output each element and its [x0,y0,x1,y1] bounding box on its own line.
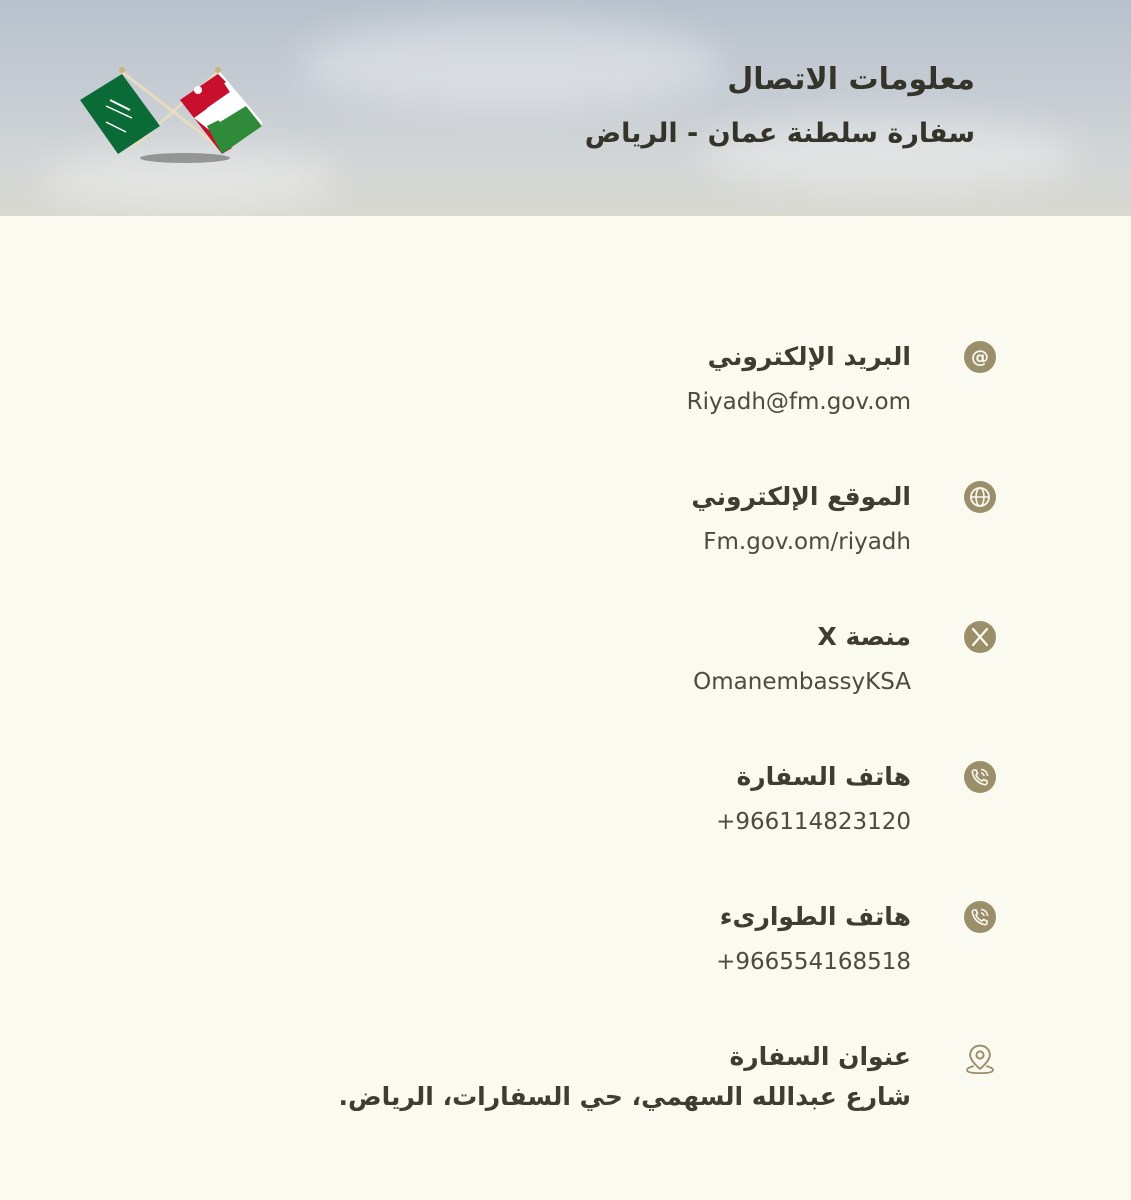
email-label: البريد الإلكتروني [707,342,911,371]
address-value: شارع عبدالله السهمي، حي السفارات، الرياض. [338,1082,911,1111]
phone-icon [963,760,997,794]
x-logo-icon [963,620,997,654]
phone-icon [963,900,997,934]
website-value[interactable]: Fm.gov.om/riyadh [703,529,911,555]
contact-address [338,1040,911,1114]
address-label: عنوان السفارة [729,1042,911,1071]
contact-emergency-phone [716,900,911,979]
contact-embassy-phone [716,760,911,839]
oman-saudi-flags-image [70,60,270,170]
globe-icon [963,480,997,514]
contact-x-platform [693,620,911,699]
page-subtitle: سفارة سلطنة عمان - الرياض [584,118,975,149]
header-banner [0,0,1131,216]
emergency-phone-value[interactable]: +966554168518 [716,949,911,975]
svg-text:@: @ [971,347,989,368]
embassy-phone-label: هاتف السفارة [736,762,911,791]
location-pin-icon [963,1040,997,1078]
contact-website [691,480,911,559]
page-title: معلومات الاتصال [727,62,975,97]
x-platform-value[interactable]: OmanembassyKSA [693,669,911,695]
embassy-phone-value[interactable]: +966114823120 [716,809,911,835]
emergency-phone-label: هاتف الطوارىء [719,902,911,931]
contact-email [687,340,911,419]
at-icon [963,340,997,374]
website-label: الموقع الإلكتروني [691,482,911,511]
x-platform-label: منصة X [817,622,911,651]
email-value[interactable]: Riyadh@fm.gov.om [686,389,911,415]
